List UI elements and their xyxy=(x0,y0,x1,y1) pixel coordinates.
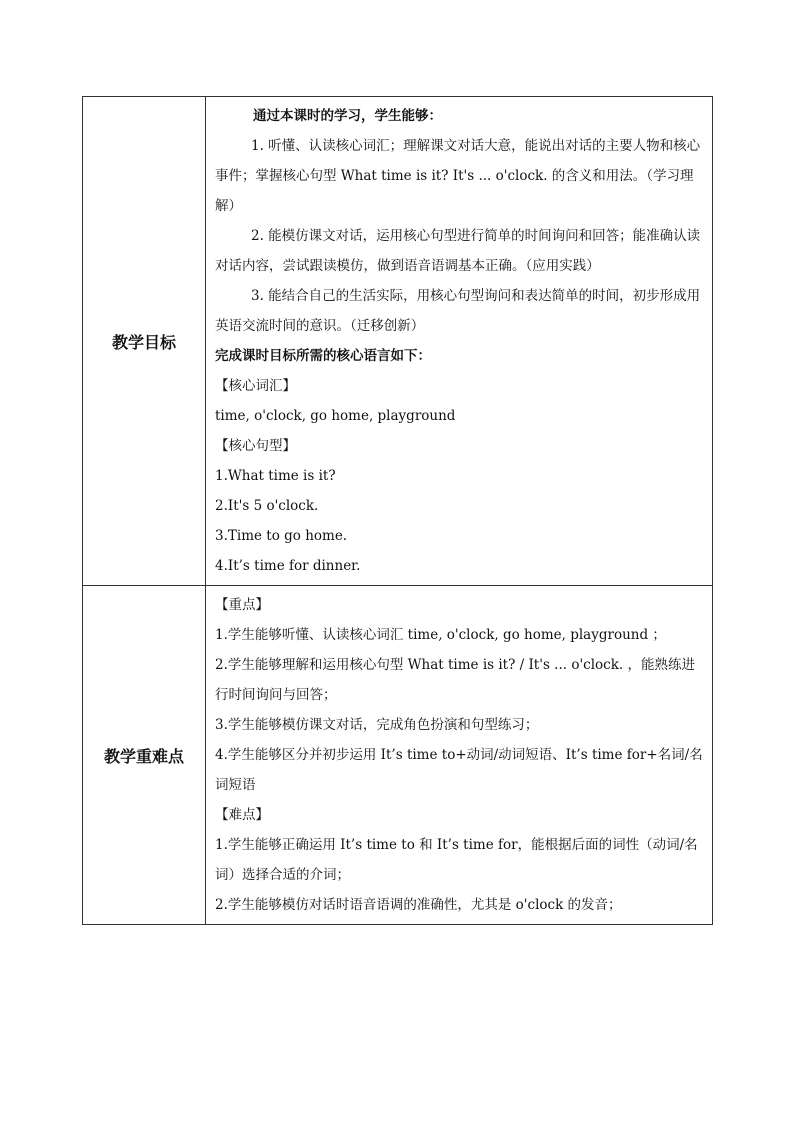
objective-item-3: 3. 能结合自己的生活实际，用核心句型询问和表达简单的时间，初步形成用英语交流时间的意识。（迁移创新） xyxy=(215,288,701,334)
key-points-content xyxy=(206,586,713,925)
key-points-label: 教学重难点 xyxy=(83,586,206,925)
objectives-label: 教学目标 xyxy=(83,97,206,586)
key-item-2: 2.学生能够理解和运用核心句型 What time is it? / It's ... o'clock. ，能熟练进行时间询问与回答； xyxy=(215,657,696,703)
lesson-plan-table xyxy=(82,96,713,925)
objective-item-2: 2. 能模仿课文对话，运用核心句型进行简单的时间询问和回答；能准确认读对话内容，尝试跟读模仿，做到语音语调基本正确。（应用实践） xyxy=(215,228,701,274)
objectives-row xyxy=(83,97,713,586)
difficult-item-1: 1.学生能够正确运用 It’s time to 和 It’s time for，能根据后面的词性（动词/名词）选择合适的介词； xyxy=(215,837,698,883)
core-sentence-1: 1.What time is it? xyxy=(215,468,336,484)
core-language-heading: 完成课时目标所需的核心语言如下： xyxy=(215,348,431,364)
difficult-item-2: 2.学生能够模仿对话时语音语调的准确性，尤其是 o'clock 的发音； xyxy=(215,897,622,913)
objectives-intro: 通过本课时的学习，学生能够： xyxy=(253,108,442,124)
core-sentence-heading: 【核心句型】 xyxy=(215,438,296,454)
objective-item-1: 1. 听懂、认读核心词汇；理解课文对话大意，能说出对话的主要人物和核心事件；掌握核心句型 What time is it? It's ... o'clock. 的含义和用法。（学习理解） xyxy=(215,138,701,214)
core-vocab-heading: 【核心词汇】 xyxy=(215,378,296,394)
core-vocab-list: time, o'clock, go home, playground xyxy=(215,408,456,424)
key-points-row xyxy=(83,586,713,925)
key-item-3: 3.学生能够模仿课文对话，完成角色扮演和句型练习； xyxy=(215,717,539,733)
core-sentence-2: 2.It's 5 o'clock. xyxy=(215,498,319,514)
objectives-content xyxy=(206,97,713,586)
key-item-4: 4.学生能够区分并初步运用 It’s time to+动词/动词短语、It’s time for+名词/名词短语 xyxy=(215,747,703,793)
core-sentence-3: 3.Time to go home. xyxy=(215,528,348,544)
key-item-1: 1.学生能够听懂、认读核心词汇 time, o'clock, go home, playground ； xyxy=(215,627,666,643)
difficult-heading: 【难点】 xyxy=(215,807,269,823)
core-sentence-4: 4.It’s time for dinner. xyxy=(215,558,361,574)
key-heading: 【重点】 xyxy=(215,597,269,613)
